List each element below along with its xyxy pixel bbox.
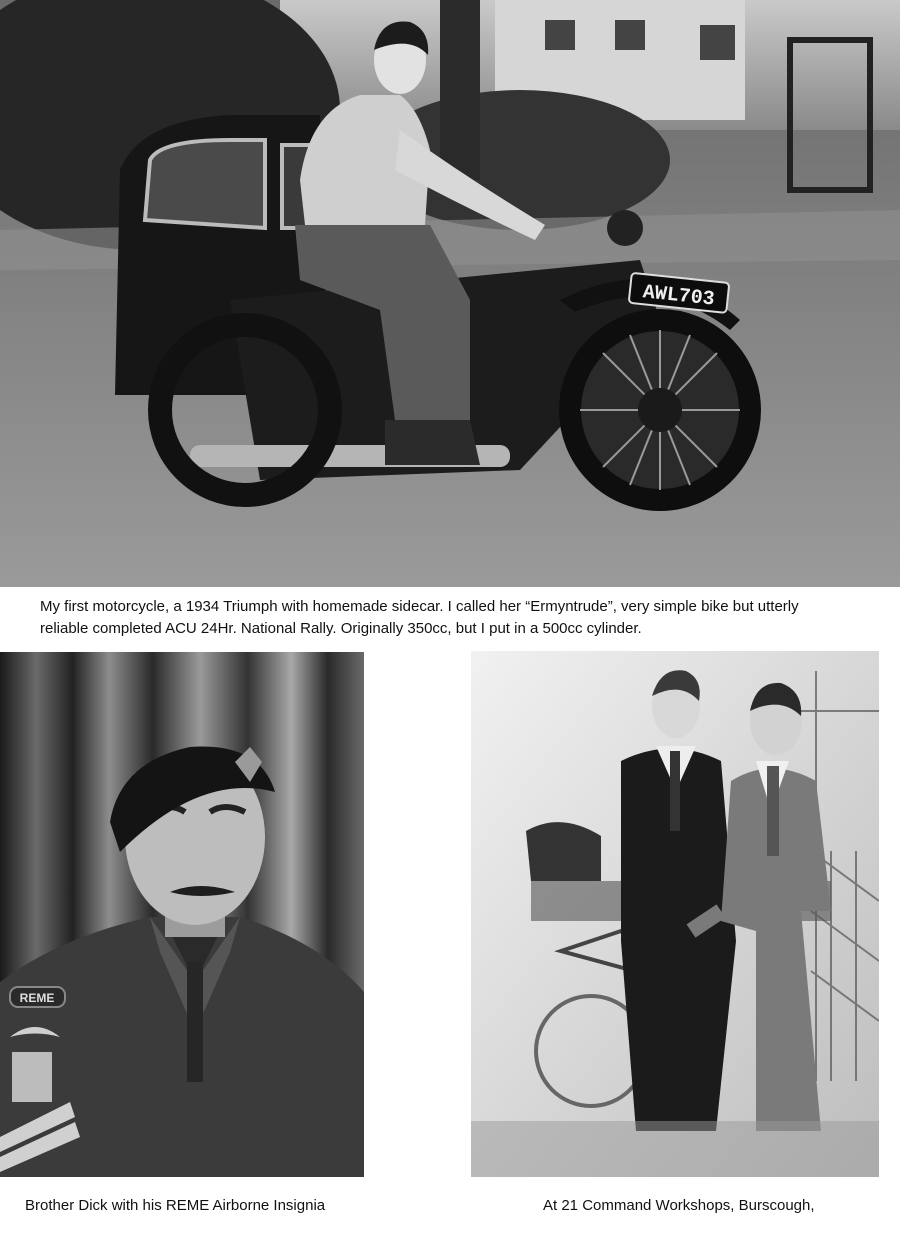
two-men-caption: At 21 Command Workshops, Burscough, — [543, 1197, 815, 1214]
motorcycle-caption-line-2: reliable completed ACU 24Hr. National Rally. Originally 350cc, but I put in a 500cc cylinder. — [40, 620, 642, 637]
motorcycle-photo — [0, 0, 900, 587]
soldier-caption: Brother Dick with his REME Airborne Insignia — [25, 1197, 326, 1214]
motorcycle-caption — [40, 596, 870, 640]
reme-shoulder-title: REME — [19, 991, 55, 1005]
soldier-portrait-photo — [0, 652, 364, 1177]
number-plate-text: AWL703 — [641, 281, 716, 312]
motorcycle-caption-line-1: My first motorcycle, a 1934 Triumph with homemade sidecar. I called her “Ermyntrude”, very simple bike but utterly — [40, 598, 799, 615]
two-men-photo — [471, 651, 879, 1177]
